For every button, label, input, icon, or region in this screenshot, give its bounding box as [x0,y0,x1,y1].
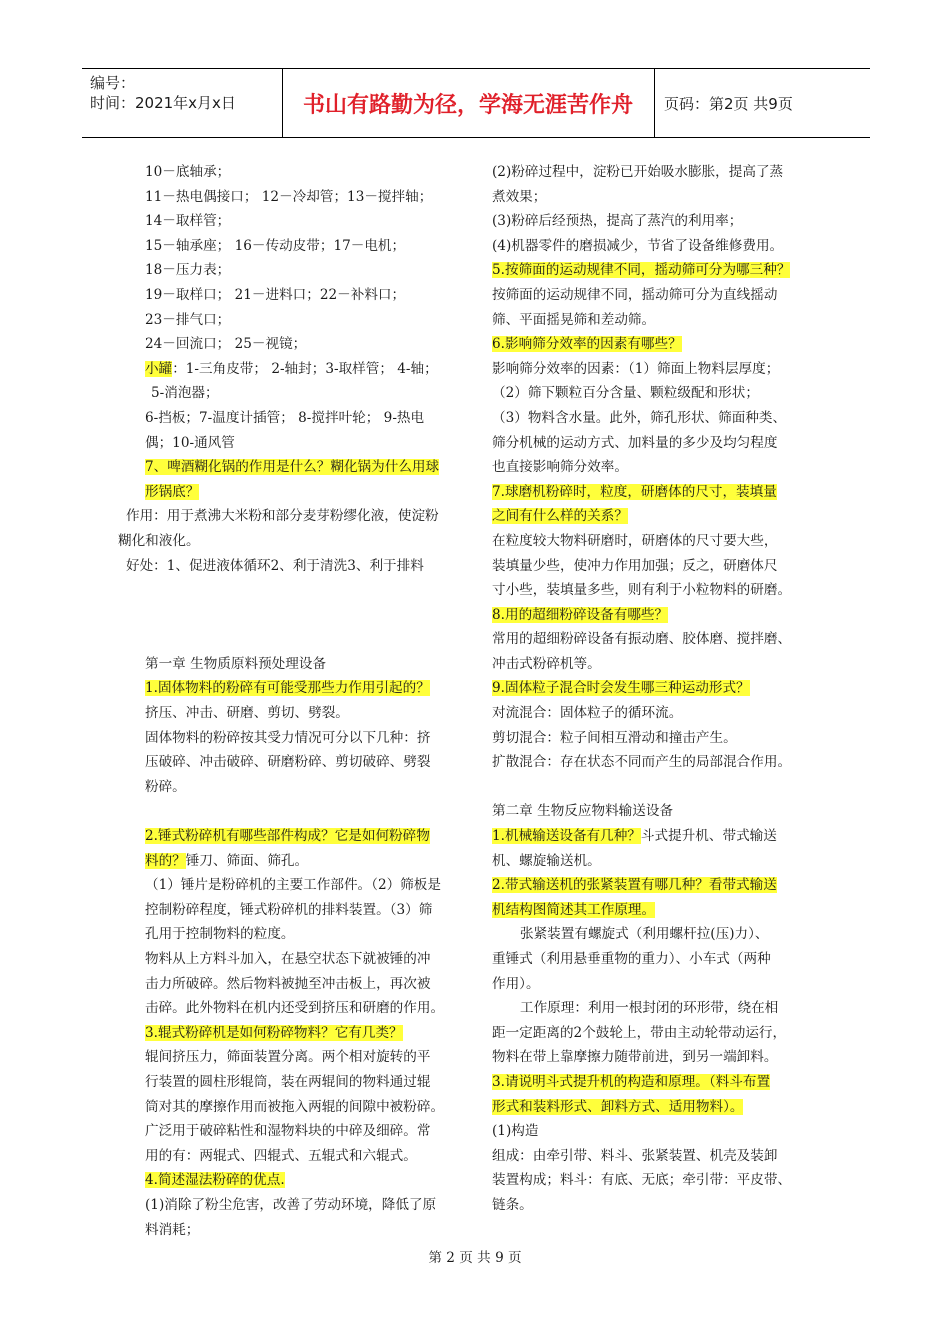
text-line: 击力所破碎。然后物料被抛至冲击板上，再次被 [145,975,431,992]
text-line: 物料从上方料斗加入，在悬空状态下就被锤的冲 [145,951,431,967]
question-line [118,1168,470,1193]
time-label: 时间：2021年x月x日 [90,94,236,112]
text-line: 装填量少些，使冲力作用加强；反之，研磨体尺 [492,557,778,574]
question-line [492,1070,814,1095]
question-highlight: 3.请说明斗式提升机的构造和原理。（料斗布置 [492,1073,771,1090]
question-highlight: 之间有什么样的关系？ [492,508,628,525]
text-line: (3)粉碎后经预热，提高了蒸汽的利用率； [492,213,743,230]
question-highlight: 形锅底？ [145,483,200,500]
text-span: ：1-三角皮带； 2-轴封；3-取样管； 4-轴； [172,360,438,377]
right-column [492,160,814,1218]
text-line: 筛分机械的运动方式、加料量的多少及均匀程度 [492,434,778,451]
text-line: 11－热电偶接口； 12－冷却管；13－搅拌轴； [145,188,433,205]
question-highlight: 8.用的超细粉碎设备有哪些？ [492,606,669,623]
question-highlight: 形式和装料形式、卸料方式、适用物料）。 [492,1098,744,1115]
question-highlight: 4.简述湿法粉碎的优点. [145,1172,285,1189]
text-line: 辊间挤压力，筛面装置分离。两个相对旋转的平 [145,1049,431,1066]
question-line [492,504,814,529]
question-line [492,258,814,283]
question-highlight: 9.固体粒子混合时会发生哪三种运动形式？ [492,680,750,697]
question-highlight: 5.按筛面的运动规律不同，摇动筛可分为哪三种？ [492,262,791,279]
question-line [118,1021,470,1046]
chapter-heading: 第二章 生物反应物料输送设备 [492,803,674,820]
question-line [492,676,814,701]
text-line: 物料在带上靠摩擦力随带前进，到另一端卸料。 [492,1049,778,1066]
text-line: 15－轴承座； 16－传动皮带；17－电机； [145,237,406,254]
text-line: 压破碎、冲击破碎、研磨粉碎、剪切破碎、劈裂 [145,754,431,771]
text-line: 料消耗； [145,1221,200,1238]
header-table [82,68,870,138]
question-line [492,1095,814,1120]
text-line: 偶；10-通风管 [145,434,235,451]
text-span: 锤刀、筛面、筛孔。 [185,852,309,869]
question-line [492,603,814,628]
text-line: 冲击式粉碎机等。 [492,655,601,672]
text-line: 24－回流口； 25－视镜； [145,336,307,353]
text-line: 机、螺旋输送机。 [492,852,601,869]
chapter-heading: 第一章 生物质原料预处理设备 [145,655,327,672]
text-line: 张紧装置有螺旋式（利用螺杆拉(压)力）、 [520,926,769,943]
text-line: 18－压力表； [145,262,231,279]
text-line: 6-挡板；7-温度计插管； 8-搅拌叶轮； 9-热电 [145,409,425,426]
text-line: 14－取样管； [145,213,231,230]
question-highlight: 2.带式输送机的张紧装置有哪几种？看带式输送 [492,877,777,894]
text-line: 19－取样口； 21－进料口；22－补料口； [145,286,406,303]
question-line [118,480,470,505]
text-line: 组成：由牵引带、料斗、张紧装置、机壳及装卸 [492,1147,778,1164]
question-line [118,676,470,701]
text-line: (1)消除了粉尘危害，改善了劳动环境，降低了原 [145,1196,437,1213]
question-line [492,480,814,505]
text-line: 固体物料的粉碎按其受力情况可分以下几种：挤 [145,729,431,746]
text-line: 挤压、冲击、研磨、剪切、劈裂。 [145,705,349,722]
text-line: 影响筛分效率的因素：（1）筛面上物料层厚度； [492,360,780,377]
text-line: 作用）。 [492,975,540,992]
text-line: 装置构成；料斗：有底、无底；牵引带：平皮带、 [492,1172,792,1189]
text-line: 对流混合：固体粒子的循环流。 [492,705,683,722]
question-line [492,873,814,898]
text-line: 好处：1、促进液体循环2、利于清洗3、利于排料 [126,557,424,574]
question-line [118,824,470,849]
text-line: 煮效果； [492,188,547,205]
text-line: 寸小些，装填量多些，则有利于小粒物料的研磨。 [492,582,792,599]
question-highlight: 3.辊式粉碎机是如何粉碎物料？它有几类？ [145,1024,403,1041]
left-column [118,160,470,1242]
header-meta [82,69,283,137]
text-line: 工作原理：利用一根封闭的环形带，绕在相 [520,1000,779,1017]
text-line: 作用：用于煮沸大米粉和部分麦芽粉缪化液，使淀粉 [126,508,439,525]
question-line [118,849,470,874]
text-line: 常用的超细粉碎设备有振动磨、胶体磨、搅拌磨、 [492,631,792,648]
text-line: 孔用于控制物料的粒度。 [145,926,295,943]
text-line: 在粒度较大物料研磨时，研磨体的尺寸要大些， [492,532,778,549]
highlight-small-tank: 小罐 [145,360,173,377]
question-highlight: 机结构图简述其工作原理。 [492,901,656,918]
text-line: 剪切混合：粒子间相互滑动和撞击产生。 [492,729,737,746]
text-line: 行装置的圆柱形辊筒，装在两辊间的物料通过辊 [145,1073,431,1090]
text-line: 击碎。此外物料在机内还受到挤压和研磨的作用。 [145,1000,445,1017]
text-line: (2)粉碎过程中，淀粉已开始吸水膨胀，提高了蒸 [492,164,784,180]
text-line: 筒对其的摩擦作用而被拖入两辊的间隙中被粉碎。 [145,1098,445,1115]
question-highlight: 1.机械输送设备有几种？ [492,828,641,845]
text-line: (1)构造 [492,1123,539,1140]
text-line: （1）锤片是粉碎机的主要工作部件。（2）筛板是 [145,877,441,894]
text-line: （3）物料含水量。此外，筛孔形状、筛面种类、 [492,409,787,426]
text-line: 距一定距离的2个鼓轮上，带由主动轮带动运行， [492,1024,787,1041]
text-line [118,357,470,382]
text-line: 5-消泡器； [151,385,219,402]
text-span: 斗式提升机、带式输送 [640,828,777,845]
text-line: 筛、平面摇晃筛和差动筛。 [492,311,656,328]
question-line [492,332,814,357]
question-highlight: 7.球磨机粉碎时，粒度，研磨体的尺寸，装填量 [492,483,777,500]
text-line: 用的有：两辊式、四辊式、五辊式和六辊式。 [145,1147,417,1164]
text-line: 10－底轴承； [145,164,231,180]
text-line: 重锤式（利用悬垂重物的重力）、小车式（两种 [492,951,771,967]
text-line: 糊化和液化。 [118,532,200,549]
text-line: 广泛用于破碎粘性和湿物料块的中碎及细碎。常 [145,1123,431,1140]
question-highlight: 1.固体物料的粉碎有可能受那些力作用引起的？ [145,680,430,697]
question-highlight: 2.锤式粉碎机有哪些部件构成？它是如何粉碎物 [145,828,430,845]
question-line [492,824,814,849]
question-highlight: 料的？ [145,852,186,869]
number-label: 编号： [90,74,136,92]
text-line: 粉碎。 [145,778,186,795]
text-line: (4)机器零件的磨损减少，节省了设备维修费用。 [492,237,784,254]
header-motto: 书山有路勤为径，学海无涯苦作舟 [282,69,655,137]
text-line: （2）筛下颗粒百分含量、颗粒级配和形状； [492,385,759,402]
header-page-label: 页码：第2页 共9页 [664,94,793,113]
text-line: 23－排气口； [145,311,231,328]
text-line: 按筛面的运动规律不同，摇动筛可分为直线摇动 [492,286,778,303]
question-highlight: 7、啤酒糊化锅的作用是什么？糊化锅为什么用球 [145,459,440,476]
text-line: 也直接影响筛分效率。 [492,459,628,476]
text-line: 链条。 [492,1196,533,1213]
page-footer: 第 2 页 共 9 页 [428,1250,522,1266]
question-line [492,898,814,923]
text-line: 扩散混合：存在状态不同而产生的局部混合作用。 [492,754,792,771]
question-line [118,455,470,480]
text-line: 控制粉碎程度，锤式粉碎机的排料装置。（3）筛 [145,901,433,918]
question-highlight: 6.影响筛分效率的因素有哪些？ [492,336,682,353]
